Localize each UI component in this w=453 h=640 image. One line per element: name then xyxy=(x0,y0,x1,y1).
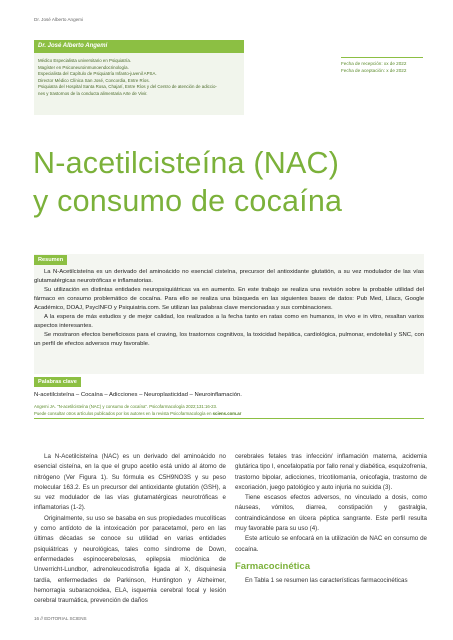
title-line-1: N-acetilcisteína (NAC) xyxy=(33,146,340,180)
received-date: Fecha de recepción: xx de 2022 xyxy=(341,61,407,66)
title-line-2: y consumo de cocaína xyxy=(33,184,343,218)
affiliation-line: Médico Especialista universitario en Psiquiatría. xyxy=(38,58,131,63)
article-dates xyxy=(341,57,423,74)
body-paragraph: La N-Acetilcisteína (NAC) es un derivado del aminoácido no esencial cisteína, en la que el grupo acetilo está unido al átomo de nitrógeno (Ver Figura 1). Su fórmula es C5H9NO3S y su peso molecular 163.2. Es un precursor del antioxidante glutatión (GSH), a su vez modulador de las vías glutamatérgicas neurotróficas e inflamatorias (1-2). xyxy=(34,453,226,512)
article-title xyxy=(33,144,342,220)
keywords-label: Palabras clave xyxy=(34,377,81,387)
body-paragraph: Originalmente, su uso se basaba en sus propiedades mucolíticas y como antídoto de la intoxicación por paracetamol, pero en las últimas décadas se conoce su utilidad en varias entidades psiquiátricas y neurológicas, tales como síndrome de Down, enfermedades espinocerebelosas, epilepsia mioclónica de Unverricht-Lundbor, adrenoleucodistrofia ligada al X, disquinesia tardía, enfermedades de Parkinson, Huntington y Alzheimer, hemorragia subaracnoidea, ELA, isquemia cerebral focal y lesión cerebral traumática, prevención de daños xyxy=(34,514,226,605)
abstract-paragraph: A la espera de más estudios y de mejor calidad, los realizados a la fecha tanto en ratas como en humanos, in vivo e in vitro, resaltan varios aspectos interesantes. xyxy=(34,314,424,329)
running-head: Dr. José Alberto Angemi xyxy=(34,17,84,22)
affiliation-line: Magíster en Psiconeuroinmunoendocrinología. xyxy=(38,64,129,70)
affiliation-line: Psiquiatra del Hospital Santa Rosa, Chajarí, Entre Ríos y del Centro de atención de adiccio- xyxy=(38,84,217,90)
body-paragraph: En Tabla 1 se resumen las características farmacocinéticas xyxy=(245,576,408,584)
abstract-paragraph: Su utilización en distintas entidades neuropsiquiátricas va en aumento. En este trabajo se realiza una revisión sobre la probable utilidad del fármaco en consumo problemático de cocaína. Para ello se realiza una búsqueda en las siguientes bases de datos: Pub Med, Lilacs, Google Académico, DOAJ, PsycINFO y Psiquiatria.com. Se utilizan las palabras clave mencionadas y sus combinaciones. xyxy=(34,287,424,311)
affiliation-line: Especialista del Capítulo de Psiquiatría Infanto-juvenil APSA. xyxy=(38,71,157,77)
affiliation-line: nes y trastornos de la conducta alimentaria Arte de Vivir. xyxy=(38,90,148,96)
author-affiliations xyxy=(38,58,242,98)
section-heading: Farmacocinética xyxy=(235,560,310,572)
author-name: Dr. José Alberto Angemi xyxy=(38,43,108,49)
body-paragraph: Este artículo se enfocará en la utilización de NAC en consumo de cocaína. xyxy=(235,535,427,553)
abstract-text xyxy=(34,268,424,349)
keywords-text: N-acetilcisteína – Cocaína – Adicciones – Neuroplasticidad – Neuroinflamación. xyxy=(34,392,242,398)
body-column-right xyxy=(235,452,427,586)
body-paragraph: Tiene escasos efectos adversos, no vinculado a dosis, como náuseas, vómitos, diarrea, constipación y gastralgia, contraindicándose en úlcera péptica sangrante. Este perfil resulta muy favorable para su uso (4). xyxy=(235,494,427,533)
affiliation-line: Director Médico Clínica San José, Concordia, Entre Ríos. xyxy=(38,77,150,83)
citation-more-prefix: Puede consultar otros artículos publicados por los autores en la revista Psicofarmacología en xyxy=(34,411,213,416)
citation-divider xyxy=(34,418,424,419)
citation-site-link[interactable]: sciens.com.ar xyxy=(212,411,242,416)
abstract-paragraph: Se mostraron efectos beneficiosos para el craving, los trastornos cognitivos, la toxicidad hepática, cardiológica, pulmonar, endotelial y SNC, con un perfil de efectos adversos muy favorable. xyxy=(34,332,424,347)
accepted-date: Fecha de aceptación: x de 2022 xyxy=(341,68,407,73)
abstract-paragraph: La N-Acetilcisteína es un derivado del aminoácido no esencial cisteína, precursor del antioxidante glutatión, a su vez modulador de las vías glutamatérgicas neurotróficas e inflamatorias. xyxy=(34,269,424,284)
body-column-left xyxy=(34,452,226,606)
citation-more xyxy=(34,411,241,416)
citation-text[interactable]: Angemi JA. "N-acetilcisteína (NAC) y consumo de cocaína". Psicofarmacología 2022;131:16-23. xyxy=(34,404,218,409)
abstract-label: Resumen xyxy=(34,255,67,265)
page-footer: 16 // EDITORIAL SCIENS xyxy=(34,616,87,621)
body-paragraph: cerebrales fetales tras infección/ inflamación materna, acidemia glutárica tipo I, encefalopatía por fallo renal y diabética, esquizofrenia, trastorno bipolar, adicciones, tricotilomanía, onicofagia, trastorno de excoriación, juego patológico y auto injuria no suicida (3). xyxy=(235,453,427,491)
